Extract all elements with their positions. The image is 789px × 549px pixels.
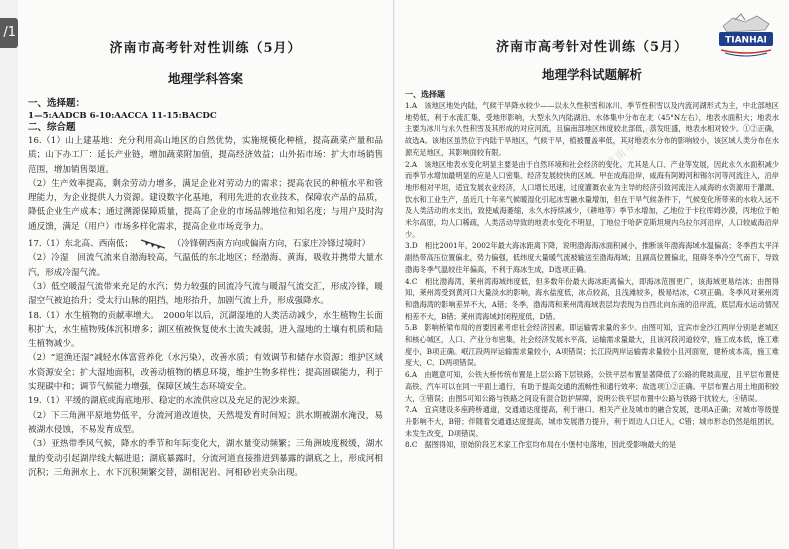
answer-19-3: （3）亚热带季风气候，降水的季节和年际变化大，湖水量变动频繁；三角洲坡度极缓，湖水量的变动引起湖岸线大幅进退；湖底暴露时，分流河道直接推进到暴露的湖底之上，形成河相沉积；三角洲水上、水下沉积频繁交替，湖相泥岩、河相砂岩夹杂出现。 bbox=[28, 439, 383, 478]
choice-answers: 1—5:AADCB 6-10:AACCA 11-15:BACDC bbox=[28, 111, 217, 121]
explanation-q3: 3.D 相比2001年，2002年最大海冰距离下降，说明渤海海冰面积减小，推断该年渤海海域水温偏高；冬季西太平洋副热带高压位置偏北，势力偏强，低纬度大量暖气流被输送至渤海海域；且副高位置偏北，阻碍冬季冷空气南下，导致渤海冬季气温较往年偏高，不利于海冰生成，D选项正确。 bbox=[405, 241, 779, 274]
explanation-q2: 2.A 该地区地表水变化明显主要是由于自然环境和社会经济的变化，尤其是人口、产业等发展，因此永久水面积减少而季节水增加最明显的应是人口密集、经济发展较快的区域。甲在成海沿岸，咸海有阿姆河和锡尔河等河流注入，沿岸地形相对平坦，适宜发展农业经济，人口增长迅速，过度灌溉农业为主导的经济引致河流注入咸海的水资源用于灌溉、饮水和工业生产，虽近几十年来气候暖湿化引起冰雪融水量增加，但在干旱气候条件下，气候变化所带来的水收入远不及人类活动的水支出，致使咸海萎缩，永久水持续减少，（耕地等）季节水增加，乙地位于卡拉库姆沙漠，丙地位于帕米尔高原，均人口稀疏，人类活动导致的地表水变化不明显，丁地位于哈萨克斯坦境内乌拉尔河沿岸，人口较咸海沿岸少。 bbox=[405, 159, 779, 239]
answer-16-1: 16.（1）山上建基地：充分利用高山地区的自然优势，实施规模化种植，提高蔬菜产量和品质；山下办工厂：延长产业链，增加蔬菜附加值，提高经济效益；山外拓市场：扩大市场销售范围，增加销售渠道。 bbox=[28, 136, 383, 175]
explanation-q5: 5.B 影响桥梁布局的首要因素考虑社会经济因素，即运输需求量的多少。由图可知，宜宾市金沙江两岸分别是老城区和核心城区，人口、产业分布密集，社会经济发展水平高，运输需求量最大，且该河段河道较窄，施工成本低，施工难度小，B项正确。岷江段两岸运输需求量较小，A项错误；长江段两岸运输需求量较小且河面宽，建桥成本高，施工难度大，C、D两项错误。 bbox=[405, 323, 779, 368]
page-title: 济南市高考针对性训练（5月） bbox=[495, 40, 689, 55]
section-heading-choice: 一、选择题 bbox=[405, 89, 445, 99]
answer-17-3: （3）低空暖湿气流带来充足的水汽；势力较强的回流冷气流与暖湿气流交汇，形成冷锋，暖湿空气被迫抬升；受太行山脉的阻挡，地形抬升，加剧气流上升，形成强降水。 bbox=[28, 281, 383, 307]
explanation-q4: 4.C 相比渤海湾，莱州湾海域纬度低，但多数年份最大海冰距离偏大，即海冰范围更广，该海域更易结冰；由图得知，莱州湾受到黄河口大量淡水的影响，海水盐度低，冰点较高，且浅滩较多，极易结冰，C项正确。冬季风对莱州湾和渤海湾的影响差异不大，A错；冬季，渤海湾和莱州湾海域表层均表现为自西北向东南的沿岸流，底层海水运动情况相差不大，B错；莱州湾海域封闭程度低，D错。 bbox=[405, 276, 779, 321]
page-subtitle: 地理学科答案 bbox=[167, 71, 243, 86]
answer-19-1: 19.（1）平缓的湖底或海底地形、稳定的水流供应以及充足的泥沙来源。 bbox=[28, 396, 305, 407]
answer-17-1-text: 17.（1）东北高、西南低； bbox=[28, 239, 134, 250]
answer-16-2: （2）生产效率提高，剩余劳动力增多，满足企业对劳动力的需求；提高农民的种植水平和管理能力，为企业提供人力资源。建设数字化基地，利用先进的农业技术，保障农产品的品质，降低企业生产成本；通过溯源保障质量，提高了企业的市场品牌地位和知名度；与用户及时沟通反馈，满足（用户）市场多样化需求，提高企业市场竞争力。 bbox=[28, 178, 383, 232]
explanation-page bbox=[395, 0, 789, 549]
answer-page bbox=[18, 0, 394, 549]
answer-18-1: 18.（1）水生植物的贡献率增大。 2000年以后，沉湖湿地的人类活动减少，水生植物生长面积扩大，水生植物残体沉积增多；湖区植被恢复使水土流失减弱，进入湿地的土壤有机质和陆生植物减少。 bbox=[28, 310, 383, 350]
explanation-q6: 6.A 由题意可知，公铁大桥传统布置是上层公路下层铁路，公铁平层布置显著降低了公路的爬坡高度，且平层布置使高铁、汽车可以在同一平面上通行，有助于提高交通的流畅性和通行效率；故选项①②正确。平层布置占用土地面积较大，③错误；由图5可知公路与铁路之间设有混合防护屏障，说明公铁平层布置中公路与铁路干扰较大，④错误。 bbox=[405, 370, 779, 403]
answer-17-1-note: （冷锋朝西南方向或偏南方向，石家庄冷锋过境时） bbox=[172, 239, 371, 250]
logo-text: TIANHAI bbox=[725, 35, 767, 46]
explanation-q7: 7.A 宜宾建设多座跨桥通道，交通通达度提高，利于港口、相关产业及城市的融合发展，选项A正确；对城市等级提升影响不大，B错；伴随着交通通达度提高，城市发展潜力提升，利于周边人口迁入，C错；城市形态仍然是组团状，未发生改变，D项错误。 bbox=[405, 405, 779, 438]
explanation-q1: 1.A 该地区地处内陆，气候干旱降水较少——以永久性积雪和冰川、季节性积雪以及内流河湖形式为主，中北部地区地势低，利于水流汇集，受地形影响，大型永久内陆湖泊、水体集中分布在北（45°N左右），地表水面积大；地表水主要为冰川与永久性积雪及其形成的对应河流，且偏南部地区纬度较北部低，蒸发旺盛，地表水相对较少。①②正确，故选A。该地区虽然位于内陆干旱地区，气候干旱，植被覆盖率低，其对地表水分布的影响较小，该区域人类分布在水源充足地区，其影响面较有限。 bbox=[405, 101, 779, 157]
watermark: 济南市教育 bbox=[604, 124, 659, 170]
section-heading-choice: 一、选择题： bbox=[28, 98, 86, 109]
tianhai-logo bbox=[715, 12, 777, 58]
explanation-q8: 8.C 据图得知，原始阶段艺术家工作室均布局在小堡村屯落地，因此受影响最大的是 bbox=[405, 440, 677, 450]
page-number-badge: /1 bbox=[0, 18, 18, 48]
answer-19-2: （2）下三角洲平原地势低平，分流河道改道快，天然堤发育时间短；洪水期被湖水淹没，易被湖水侵蚀，不易发育成型。 bbox=[28, 410, 383, 435]
answer-17-1 bbox=[28, 237, 383, 251]
answer-18-2: （2）“退渔还湿”减轻水体富营养化（水污染），改善水质；有效调节和储存水资源；维护区域水资源安全；扩大湿地面积，改善动植物的栖息环境，维护生物多样性；提高固碳能力，利于实现碳中和；调节气候能力增强，保障区域生态环境安全。 bbox=[28, 353, 383, 393]
page-subtitle: 地理学科试题解析 bbox=[541, 67, 642, 82]
section-heading-comprehensive: 二、综合题 bbox=[28, 122, 76, 133]
cold-front-symbol-icon bbox=[140, 239, 166, 249]
page-title: 济南市高考针对性训练（5月） bbox=[109, 41, 302, 56]
answer-17-2: （2）冷湿 回流气流来自渤海较高，气温低的东北地区；经渤海、黄海，吸收并携带大量水汽，形成冷湿气流。 bbox=[28, 253, 383, 278]
